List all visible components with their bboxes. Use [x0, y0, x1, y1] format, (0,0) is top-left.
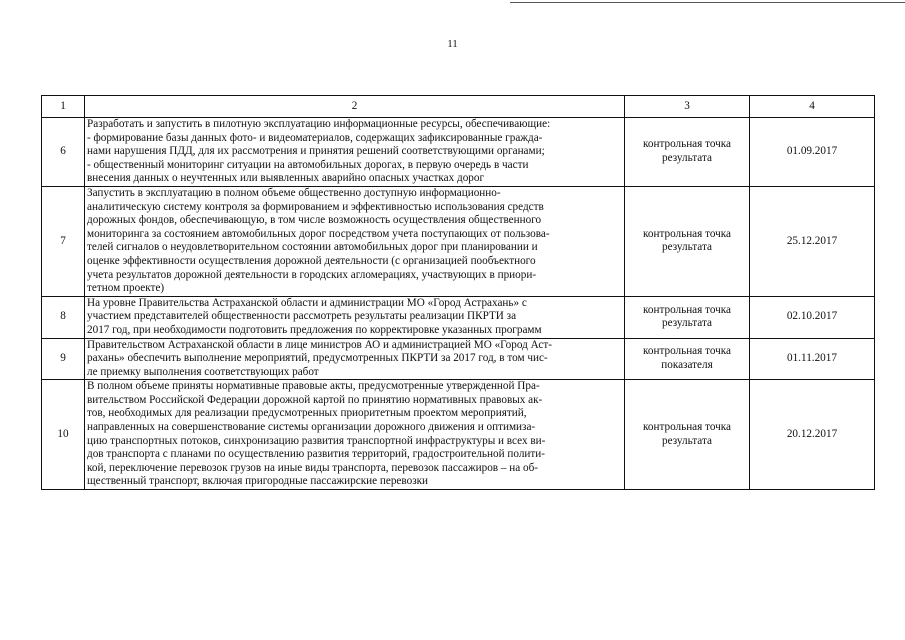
control-type-line1: контрольная точка — [643, 421, 731, 434]
row-control-type — [625, 296, 750, 338]
control-type-line2: результата — [662, 317, 712, 330]
description-line: - общественный мониторинг ситуации на автомобильных дорогах, в первую очередь в части — [87, 158, 529, 171]
description-line: дов транспорта с планами по осуществлению развития территорий, градостроительной полити- — [87, 448, 545, 461]
row-control-type — [625, 186, 750, 296]
row-control-type — [625, 118, 750, 187]
row-date: 25.12.2017 — [750, 186, 875, 296]
description-line: оценке эффективности осуществления дорожной деятельности (с организацией пообъектного — [87, 254, 536, 267]
description-line: Правительством Астраханской области в лице министров АО и администрацией МО «Город Аст- — [87, 338, 552, 351]
table-row — [42, 380, 875, 490]
description-line: мониторинга за состоянием автомобильных дорог посредством учета поступающих от пользова- — [87, 227, 550, 240]
description-line: На уровне Правительства Астраханской области и администрации МО «Город Астрахань» с — [87, 296, 527, 309]
description-line: нами нарушения ПДД, для их рассмотрения и принятия решений соответствующими органами; — [87, 145, 545, 158]
row-number: 8 — [42, 296, 85, 338]
description-line: щественный транспорт, включая пригородные пассажирские перевозки — [87, 475, 429, 488]
description-line: рахань» обеспечить выполнение мероприятий, предусмотренных ПКРТИ за 2017 год, в том чис- — [87, 352, 548, 365]
control-type-line1: контрольная точка — [643, 227, 731, 240]
table-row — [42, 338, 875, 380]
row-date: 01.11.2017 — [750, 338, 875, 380]
description-line: В полном объеме приняты нормативные правовые акты, предусмотренные утвержденной Пра- — [87, 380, 540, 393]
row-description — [85, 118, 625, 187]
row-description — [85, 186, 625, 296]
control-type-line2: результата — [662, 151, 712, 164]
control-type-line1: контрольная точка — [643, 303, 731, 316]
column-header-4: 4 — [750, 96, 875, 118]
description-line: внесения данных о неучтенных или выявленных аварийно опасных участках дорог — [87, 172, 485, 185]
row-number: 9 — [42, 338, 85, 380]
table-row — [42, 296, 875, 338]
row-description — [85, 380, 625, 490]
description-line: дорожных фондов, обеспечивающую, в том числе возможность осуществления общественного — [87, 214, 542, 227]
control-type-line1: контрольная точка — [643, 138, 731, 151]
column-header-3: 3 — [625, 96, 750, 118]
description-line: - формирование базы данных фото- и видеоматериалов, содержащих зафиксированные гражда- — [87, 131, 543, 144]
table-header-row — [42, 96, 875, 118]
row-date: 02.10.2017 — [750, 296, 875, 338]
row-date: 20.12.2017 — [750, 380, 875, 490]
description-line: участием представителей общественности рассмотреть результаты реализации ПКРТИ за — [87, 310, 517, 323]
scan-edge-line — [510, 2, 905, 3]
description-line: Запустить в эксплуатацию в полном объеме общественно доступную информационно- — [87, 186, 501, 199]
description-line: направленных на совершенствование системы организации дорожного движения и оптимиза- — [87, 421, 536, 434]
description-line: 2017 год, при необходимости подготовить предложения по корректировке указанных программ — [87, 323, 542, 336]
control-type-line1: контрольная точка — [643, 345, 731, 358]
description-line: аналитическую систему контроля за формированием и эффективностью использования средств — [87, 200, 544, 213]
description-line: Разработать и запустить в пилотную эксплуатацию информационные ресурсы, обеспечивающие: — [87, 118, 551, 130]
description-line: тов, необходимых для реализации предусмотренных приоритетным проектом мероприятий, — [87, 407, 527, 420]
description-line: учета результатов дорожной деятельности в городских агломерациях, участвующих в приори- — [87, 268, 537, 281]
description-line: кой, переключение перевозок грузов на иные виды транспорта, перевозок пассажиров – на об- — [87, 461, 539, 474]
control-type-line2: результата — [662, 434, 712, 447]
row-number: 6 — [42, 118, 85, 187]
description-line: ле приемку выполнения соответствующих работ — [87, 365, 319, 378]
row-description — [85, 338, 625, 380]
page-number: 11 — [447, 38, 458, 50]
row-date: 01.09.2017 — [750, 118, 875, 187]
row-control-type — [625, 338, 750, 380]
column-header-1: 1 — [42, 96, 85, 118]
control-type-line2: показателя — [661, 358, 713, 371]
row-number: 7 — [42, 186, 85, 296]
table-row — [42, 186, 875, 296]
description-line: телей сигналов о неудовлетворительном состоянии автомобильных дорог при планировании и — [87, 241, 538, 254]
column-header-2: 2 — [85, 96, 625, 118]
row-description — [85, 296, 625, 338]
row-control-type — [625, 380, 750, 490]
table-row — [42, 118, 875, 187]
row-number: 10 — [42, 380, 85, 490]
control-points-table — [41, 95, 875, 490]
control-type-line2: результата — [662, 241, 712, 254]
description-line: тетном проекте) — [87, 282, 165, 295]
description-line: цию транспортных потоков, синхронизацию развития транспортной инфраструктуры и всех ви- — [87, 434, 546, 447]
description-line: вительством Российской Федерации дорожной картой по принятию нормативных правовых ак- — [87, 393, 543, 406]
